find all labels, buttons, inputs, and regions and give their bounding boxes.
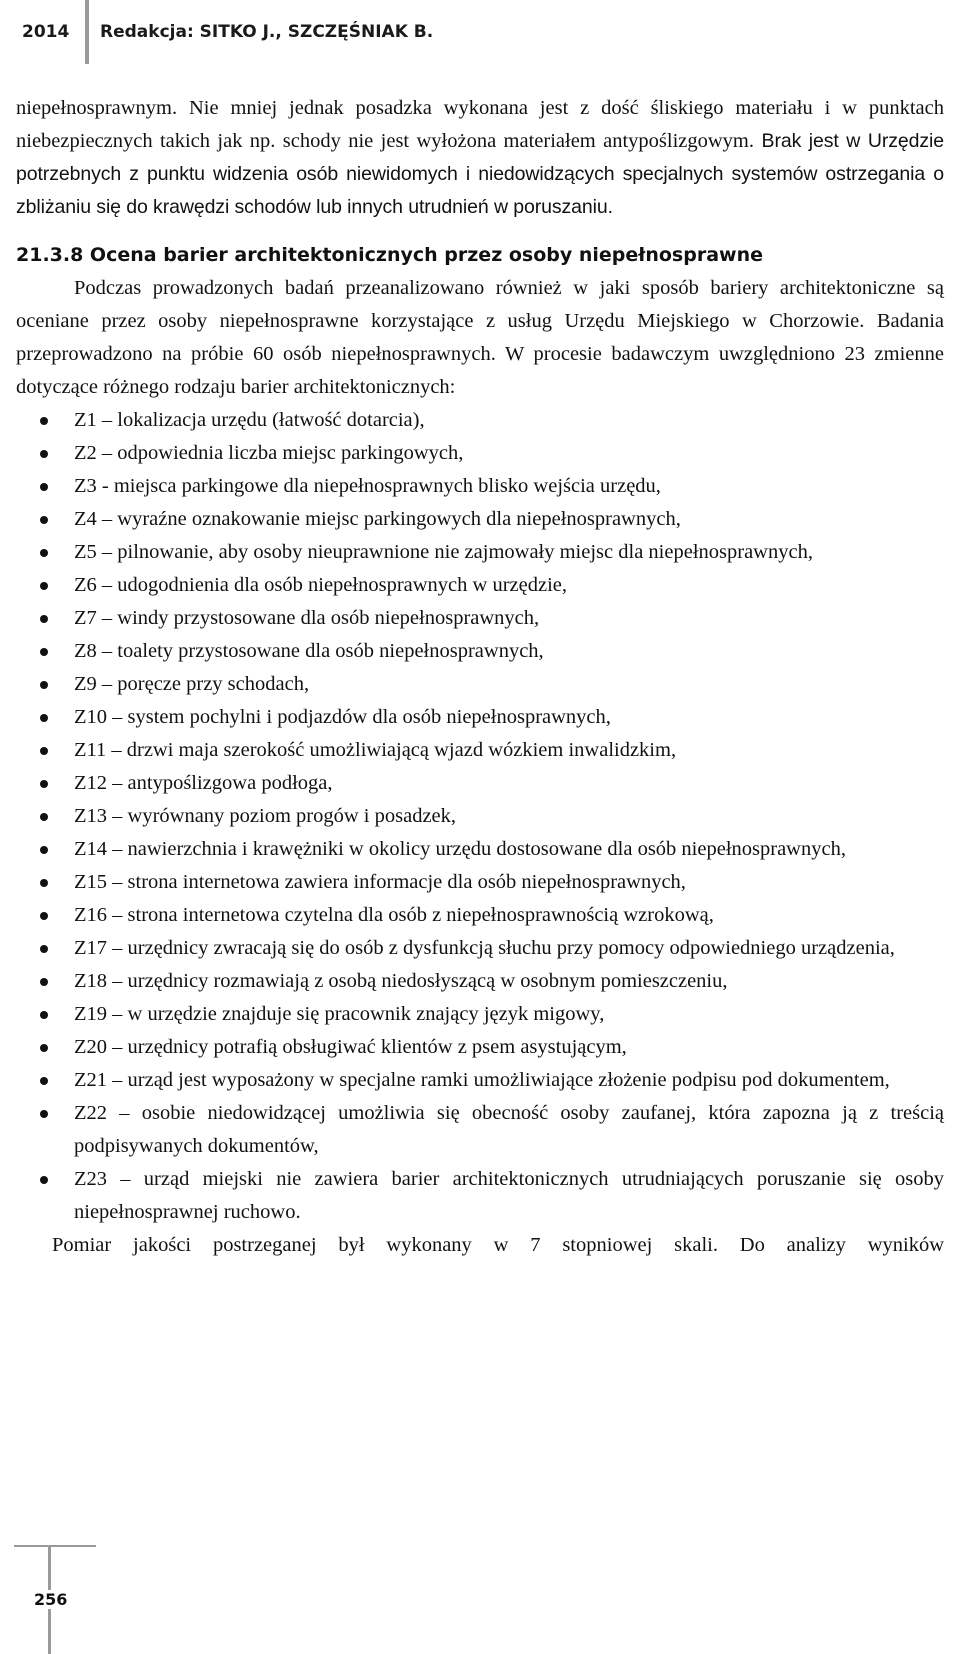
- page-number: 256: [30, 1590, 71, 1609]
- variable-item: [16, 866, 944, 899]
- variable-text: Z15 – strona internetowa zawiera informacje dla osób niepełnosprawnych,: [74, 871, 686, 893]
- variable-text: Z21 – urząd jest wyposażony w specjalne ramki umożliwiające złożenie podpisu pod dokumentem,: [74, 1069, 890, 1091]
- bullet-icon: [40, 846, 48, 854]
- variable-text: Z9 – poręcze przy schodach,: [74, 673, 310, 695]
- bullet-icon: [40, 450, 48, 458]
- bullet-icon: [40, 978, 48, 986]
- bullet-icon: [40, 945, 48, 953]
- variable-item: [16, 734, 944, 767]
- variable-item: [16, 1031, 944, 1064]
- bullet-icon: [40, 714, 48, 722]
- variable-item: [16, 404, 944, 437]
- bullet-icon: [40, 912, 48, 920]
- variable-item: [16, 470, 944, 503]
- intro-paragraph: [16, 92, 944, 224]
- variable-text: Z11 – drzwi maja szerokość umożliwiającą wjazd wózkiem inwalidzkim,: [74, 739, 677, 761]
- variables-list: [16, 404, 944, 1229]
- variable-text: Z8 – toalety przystosowane dla osób niepełnosprawnych,: [74, 640, 544, 662]
- variable-text: Z6 – udogodnienia dla osób niepełnosprawnych w urzędzie,: [74, 574, 568, 596]
- variable-item: [16, 800, 944, 833]
- variable-text: Z7 – windy przystosowane dla osób niepełnosprawnych,: [74, 607, 540, 629]
- bullet-icon: [40, 648, 48, 656]
- variable-item: [16, 932, 944, 965]
- variable-text: Z23 – urząd miejski nie zawiera barier architektonicznych utrudniających poruszanie się osoby niepełnosprawnej ruchowo.: [74, 1168, 944, 1223]
- variable-text: Z16 – strona internetowa czytelna dla osób z niepełnosprawnością wzrokową,: [74, 904, 714, 926]
- bullet-icon: [40, 582, 48, 590]
- variable-item: [16, 701, 944, 734]
- bullet-icon: [40, 1176, 48, 1184]
- variable-item: [16, 536, 944, 569]
- section-heading: 21.3.8 Ocena barier architektonicznych przez osoby niepełnosprawne: [16, 244, 763, 266]
- bullet-icon: [40, 1077, 48, 1085]
- intro-text-sans: Brak jest w Urzędzie potrzebnych z punktu widzenia osób niewidomych i niedowidzących specjalnych systemów ostrzegania o zbliżaniu się do krawędzi schodów lub innych utrudnień w poruszaniu.: [16, 130, 944, 218]
- bullet-icon: [40, 879, 48, 887]
- variable-item: [16, 899, 944, 932]
- header-divider: [85, 0, 89, 64]
- bullet-icon: [40, 483, 48, 491]
- variable-text: Z19 – w urzędzie znajduje się pracownik znający język migowy,: [74, 1003, 605, 1025]
- variable-item: [16, 1163, 944, 1229]
- variable-item: [16, 635, 944, 668]
- bullet-icon: [40, 813, 48, 821]
- variable-text: Z1 – lokalizacja urzędu (łatwość dotarcia),: [74, 409, 425, 431]
- variable-text: Z4 – wyraźne oznakowanie miejsc parkingowych dla niepełnosprawnych,: [74, 508, 681, 530]
- variable-item: [16, 437, 944, 470]
- bullet-icon: [40, 681, 48, 689]
- intro-text-serif: niepełnosprawnym. Nie mniej jednak posadzka wykonana jest z dość śliskiego materiału i w punktach niebezpiecznych takich jak np. schody nie jest wyłożona materiałem antypoślizgowym.: [16, 97, 944, 152]
- variable-item: [16, 1097, 944, 1163]
- variable-item: [16, 767, 944, 800]
- footer-rule: [14, 1545, 96, 1547]
- variable-item: [16, 668, 944, 701]
- variable-item: [16, 965, 944, 998]
- variable-text: Z3 - miejsca parkingowe dla niepełnosprawnych blisko wejścia urzędu,: [74, 475, 661, 497]
- page-header: [0, 0, 960, 64]
- variable-text: Z22 – osobie niedowidzącej umożliwia się obecność osoby zaufanej, która zapozna ją z treścią podpisywanych dokumentów,: [74, 1102, 944, 1157]
- variable-item: [16, 1064, 944, 1097]
- header-editors: Redakcja: SITKO J., SZCZĘŚNIAK B.: [100, 22, 434, 42]
- variable-item: [16, 602, 944, 635]
- bullet-icon: [40, 549, 48, 557]
- variable-item: [16, 998, 944, 1031]
- variable-text: Z13 – wyrównany poziom progów i posadzek,: [74, 805, 457, 827]
- variable-text: Z10 – system pochylni i podjazdów dla osób niepełnosprawnych,: [74, 706, 611, 728]
- variable-item: [16, 833, 944, 866]
- variable-text: Z2 – odpowiednia liczba miejsc parkingowych,: [74, 442, 464, 464]
- bullet-icon: [40, 747, 48, 755]
- variable-text: Z18 – urzędnicy rozmawiają z osobą niedosłyszącą w osobnym pomieszczeniu,: [74, 970, 728, 992]
- bullet-icon: [40, 516, 48, 524]
- page-footer: [0, 1545, 960, 1654]
- variable-item: [16, 569, 944, 602]
- variable-text: Z14 – nawierzchnia i krawężniki w okolicy urzędu dostosowane dla osób niepełnosprawnych,: [74, 838, 846, 860]
- variable-text: Z12 – antypoślizgowa podłoga,: [74, 772, 333, 794]
- variable-text: Z17 – urzędnicy zwracają się do osób z dysfunkcją słuchu przy pomocy odpowiedniego urządzenia,: [74, 937, 895, 959]
- bullet-icon: [40, 1044, 48, 1052]
- page-body: [16, 92, 944, 1262]
- bullet-icon: [40, 1110, 48, 1118]
- header-year: 2014: [22, 22, 70, 42]
- closing-line: Pomiar jakości postrzeganej był wykonany w 7 stopniowej skali. Do analizy wyników: [52, 1234, 944, 1256]
- variable-text: Z5 – pilnowanie, aby osoby nieuprawnione nie zajmowały miejsc dla niepełnosprawnych,: [74, 541, 813, 563]
- bullet-icon: [40, 417, 48, 425]
- bullet-icon: [40, 1011, 48, 1019]
- section-paragraph: Podczas prowadzonych badań przeanalizowano również w jaki sposób bariery architektoniczne są oceniane przez osoby niepełnosprawne korzystające z usług Urzędu Miejskiego w Chorzowie. Badania przeprowadzono na próbie 60 osób niepełnosprawnych. W procesie badawczym uwzględniono 23 zmienne dotyczące różnego rodzaju barier architektonicznych:: [16, 277, 944, 398]
- variable-text: Z20 – urzędnicy potrafią obsługiwać klientów z psem asystującym,: [74, 1036, 627, 1058]
- bullet-icon: [40, 780, 48, 788]
- bullet-icon: [40, 615, 48, 623]
- variable-item: [16, 503, 944, 536]
